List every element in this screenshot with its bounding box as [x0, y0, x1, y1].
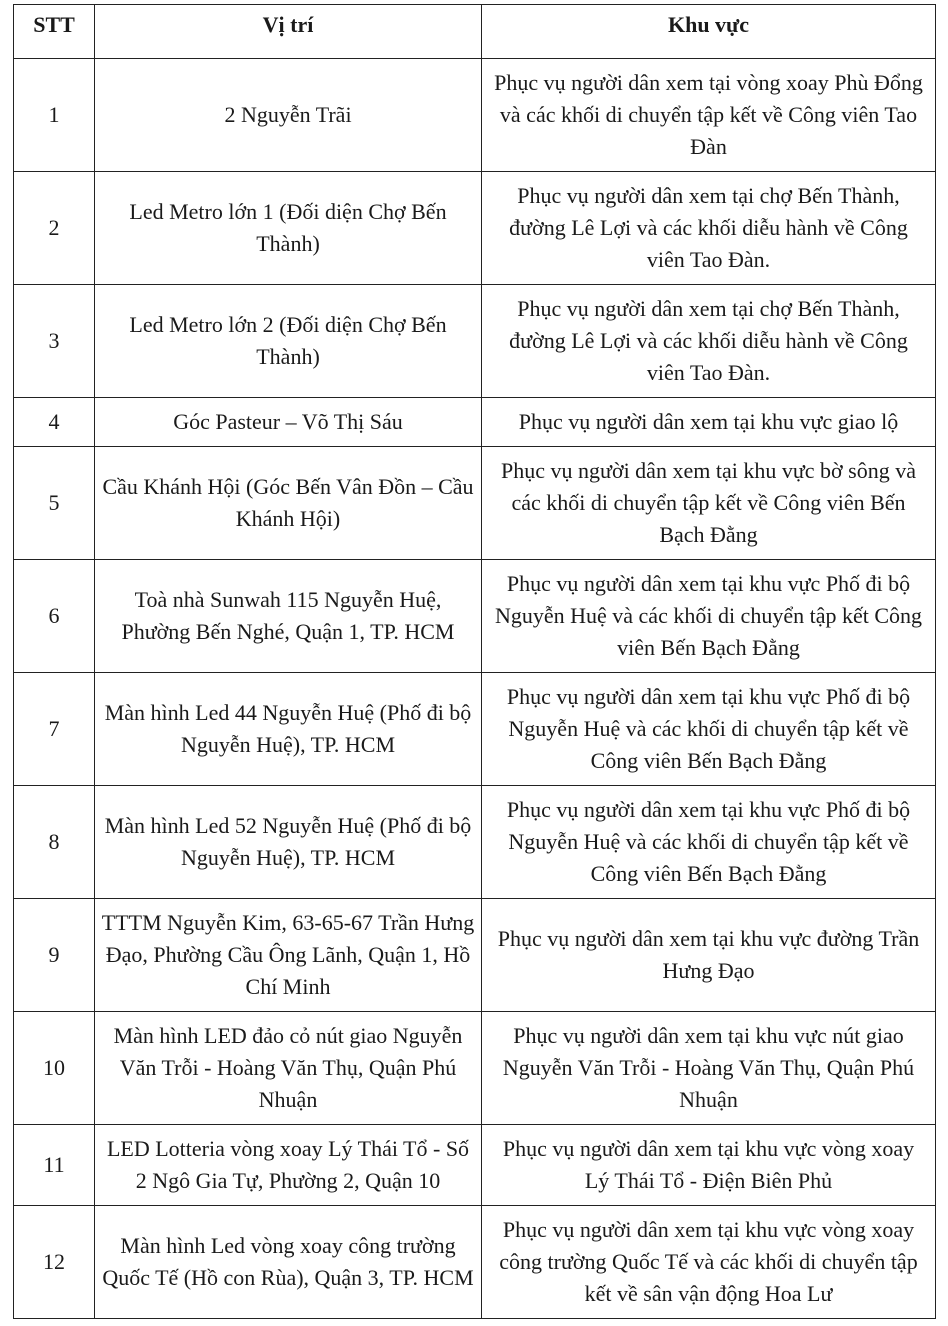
cell-area: Phục vụ người dân xem tại khu vực Phố đi bộ Nguyễn Huệ và các khối di chuyển tập kết về Công viên Bến Bạch Đằng [482, 673, 936, 786]
table-row [14, 1012, 936, 1125]
cell-area: Phục vụ người dân xem tại khu vực đường Trần Hưng Đạo [482, 899, 936, 1012]
cell-location: 2 Nguyễn Trãi [95, 59, 482, 172]
cell-area: Phục vụ người dân xem tại khu vực Phố đi bộ Nguyễn Huệ và các khối di chuyển tập kết Công viên Bến Bạch Đằng [482, 560, 936, 673]
cell-location: Góc Pasteur – Võ Thị Sáu [95, 398, 482, 447]
cell-stt: 4 [14, 398, 95, 447]
table-row [14, 59, 936, 172]
table-row [14, 899, 936, 1012]
cell-location: Led Metro lớn 2 (Đối diện Chợ Bến Thành) [95, 285, 482, 398]
cell-stt: 12 [14, 1206, 95, 1319]
table-row [14, 447, 936, 560]
cell-location: Màn hình Led 52 Nguyễn Huệ (Phố đi bộ Nguyễn Huệ), TP. HCM [95, 786, 482, 899]
cell-area: Phục vụ người dân xem tại khu vực vòng xoay Lý Thái Tổ - Điện Biên Phủ [482, 1125, 936, 1206]
cell-location: Màn hình LED đảo cỏ nút giao Nguyễn Văn Trỗi - Hoàng Văn Thụ, Quận Phú Nhuận [95, 1012, 482, 1125]
cell-stt: 9 [14, 899, 95, 1012]
cell-area: Phục vụ người dân xem tại chợ Bến Thành, đường Lê Lợi và các khối diễu hành về Công viên Tao Đàn. [482, 285, 936, 398]
header-area: Khu vực [482, 5, 936, 59]
cell-location: TTTM Nguyễn Kim, 63-65-67 Trần Hưng Đạo, Phường Cầu Ông Lãnh, Quận 1, Hồ Chí Minh [95, 899, 482, 1012]
header-location: Vị trí [95, 5, 482, 59]
screen-locations-table [13, 4, 936, 1319]
cell-location: Màn hình Led 44 Nguyễn Huệ (Phố đi bộ Nguyễn Huệ), TP. HCM [95, 673, 482, 786]
table-row [14, 560, 936, 673]
cell-location: Led Metro lớn 1 (Đối diện Chợ Bến Thành) [95, 172, 482, 285]
cell-location: Cầu Khánh Hội (Góc Bến Vân Đồn – Cầu Khánh Hội) [95, 447, 482, 560]
table-row [14, 398, 936, 447]
table-row [14, 673, 936, 786]
cell-area: Phục vụ người dân xem tại vòng xoay Phù Đổng và các khối di chuyển tập kết về Công viên Tao Đàn [482, 59, 936, 172]
cell-stt: 10 [14, 1012, 95, 1125]
cell-area: Phục vụ người dân xem tại khu vực vòng xoay công trường Quốc Tế và các khối di chuyển tập kết về sân vận động Hoa Lư [482, 1206, 936, 1319]
cell-area: Phục vụ người dân xem tại khu vực bờ sông và các khối di chuyển tập kết về Công viên Bến Bạch Đằng [482, 447, 936, 560]
cell-area: Phục vụ người dân xem tại khu vực Phố đi bộ Nguyễn Huệ và các khối di chuyển tập kết về Công viên Bến Bạch Đằng [482, 786, 936, 899]
table-row [14, 786, 936, 899]
cell-stt: 2 [14, 172, 95, 285]
cell-stt: 8 [14, 786, 95, 899]
header-stt: STT [14, 5, 95, 59]
cell-stt: 1 [14, 59, 95, 172]
cell-area: Phục vụ người dân xem tại khu vực giao lộ [482, 398, 936, 447]
table-row [14, 285, 936, 398]
cell-stt: 7 [14, 673, 95, 786]
cell-area: Phục vụ người dân xem tại khu vực nút giao Nguyễn Văn Trỗi - Hoàng Văn Thụ, Quận Phú Nhuận [482, 1012, 936, 1125]
table-row [14, 172, 936, 285]
cell-stt: 6 [14, 560, 95, 673]
cell-location: LED Lotteria vòng xoay Lý Thái Tổ - Số 2 Ngô Gia Tự, Phường 2, Quận 10 [95, 1125, 482, 1206]
cell-stt: 3 [14, 285, 95, 398]
cell-area: Phục vụ người dân xem tại chợ Bến Thành, đường Lê Lợi và các khối diễu hành về Công viên Tao Đàn. [482, 172, 936, 285]
cell-stt: 5 [14, 447, 95, 560]
cell-stt: 11 [14, 1125, 95, 1206]
cell-location: Màn hình Led vòng xoay công trường Quốc Tế (Hồ con Rùa), Quận 3, TP. HCM [95, 1206, 482, 1319]
cell-location: Toà nhà Sunwah 115 Nguyễn Huệ, Phường Bến Nghé, Quận 1, TP. HCM [95, 560, 482, 673]
table-row [14, 1206, 936, 1319]
header-row [14, 5, 936, 59]
table-row [14, 1125, 936, 1206]
